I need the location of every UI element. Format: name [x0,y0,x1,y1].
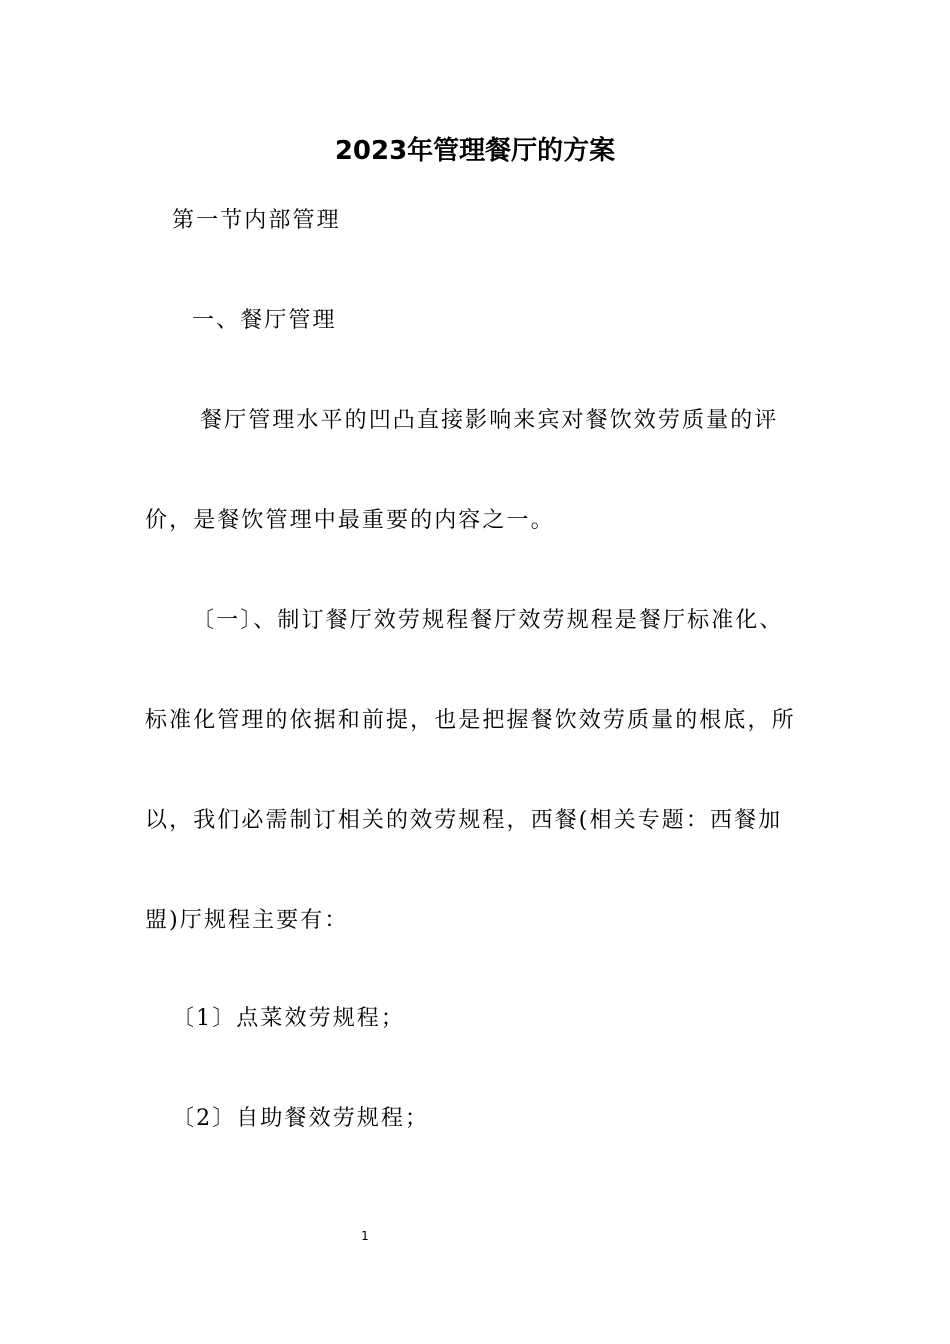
paragraph-line: 价，是餐饮管理中最重要的内容之一。 [145,508,555,533]
paragraph-line: 盟)厅规程主要有： [145,908,349,933]
paragraph-line: 标准化管理的依据和前提，也是把握餐饮效劳质量的根底，所 [145,708,796,733]
section-heading: 第一节内部管理 [172,208,341,233]
paragraph-line: 餐厅管理水平的凹凸直接影响来宾对餐饮效劳质量的评 [200,408,779,433]
list-item: 〔2〕自助餐效劳规程； [172,1106,430,1131]
list-item: 〔1〕点菜效劳规程； [172,1006,405,1031]
paragraph-line: 〔一〕、制订餐厅效劳规程餐厅效劳规程是餐厅标准化、 [192,608,784,633]
page-number: 1 [361,1229,369,1243]
subsection-heading: 一、餐厅管理 [192,308,337,333]
paragraph-line: 以，我们必需制订相关的效劳规程，西餐(相关专题：西餐加 [145,808,783,833]
document-title: 2023年管理餐厅的方案 [334,136,616,166]
